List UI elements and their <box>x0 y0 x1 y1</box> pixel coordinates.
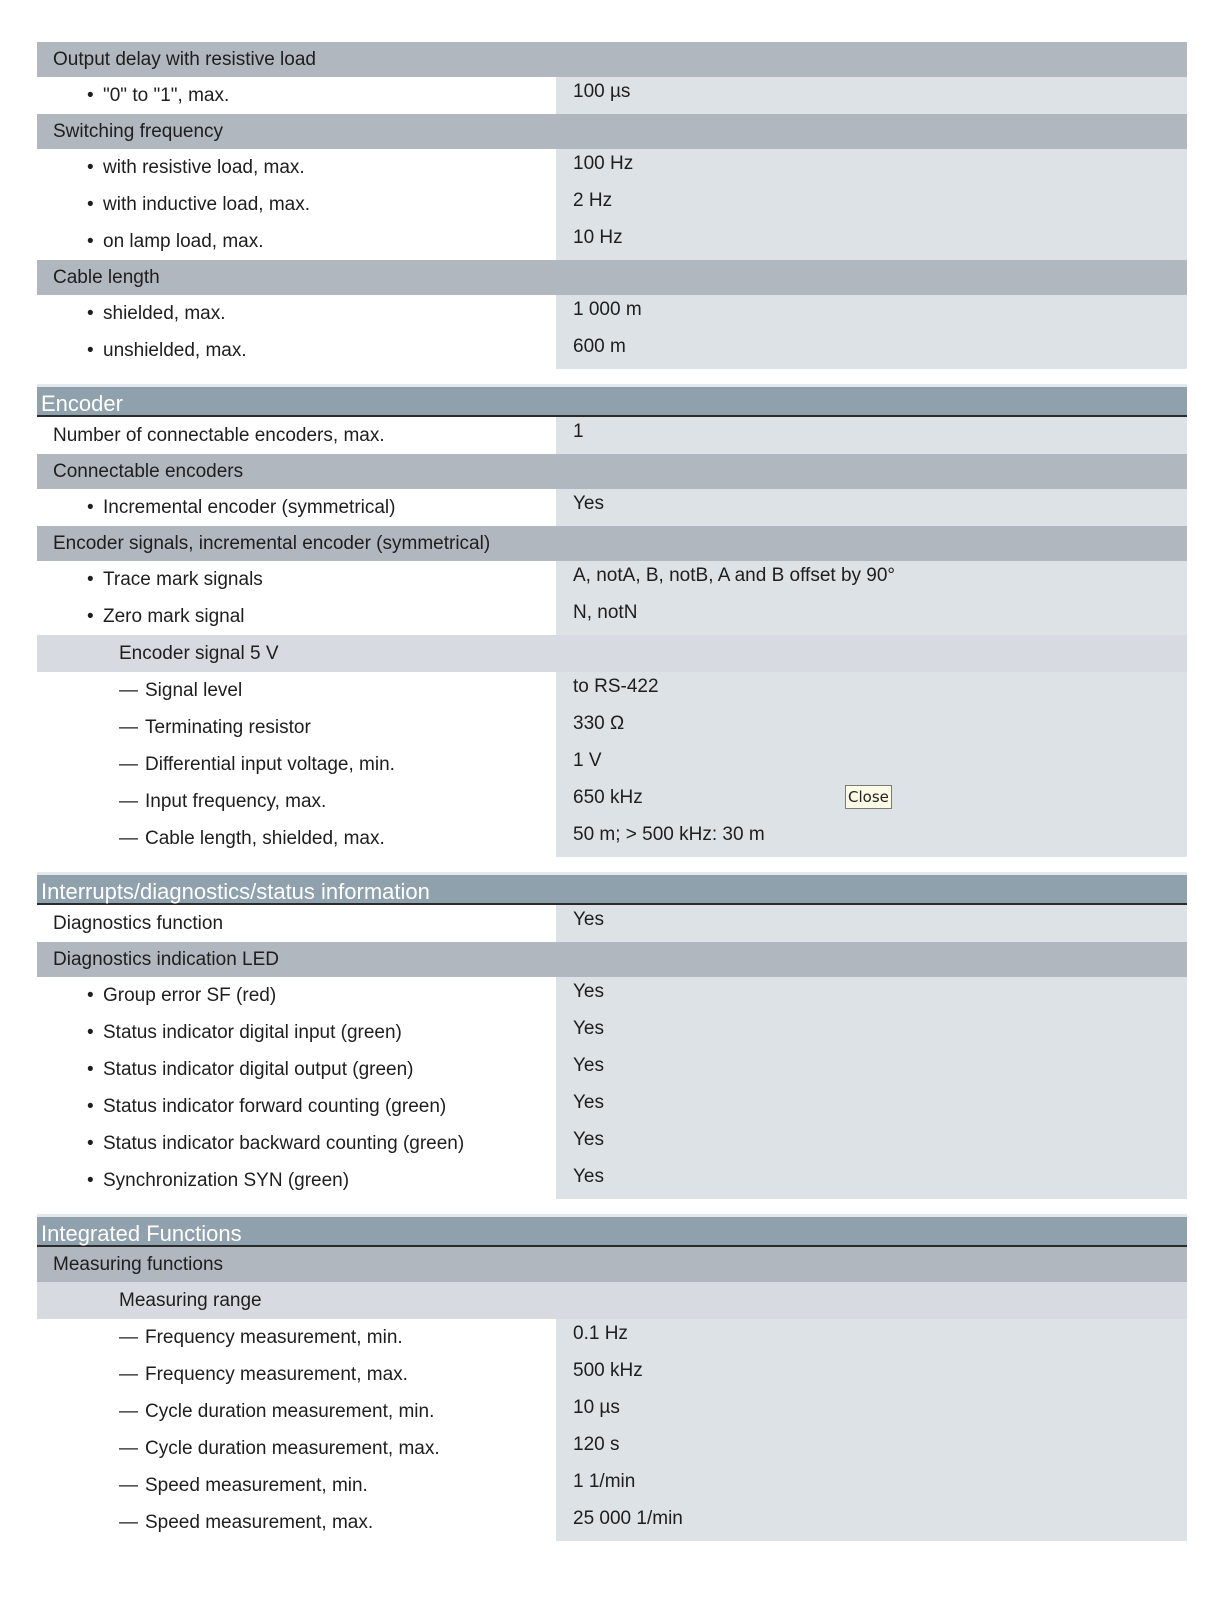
spec-value-cell <box>556 1467 1187 1504</box>
spec-row <box>37 709 1187 746</box>
spec-label-text: on lamp load, max. <box>103 231 264 252</box>
spec-value-cell <box>556 1504 1187 1541</box>
spec-label-text: Differential input voltage, min. <box>145 754 395 775</box>
bullet-icon: • <box>87 569 94 590</box>
spec-value: Yes <box>573 493 604 514</box>
spec-value: 100 Hz <box>573 153 634 174</box>
spec-label-text: unshielded, max. <box>103 340 247 361</box>
spec-label-text: Status indicator backward counting (green) <box>103 1133 465 1154</box>
spec-value: Yes <box>573 1092 604 1113</box>
group-row <box>37 260 1187 295</box>
spec-value-cell <box>556 149 1187 186</box>
group-row <box>37 526 1187 561</box>
spec-row <box>37 1162 1187 1199</box>
spec-row <box>37 417 1187 454</box>
spec-row <box>37 1051 1187 1088</box>
spec-label-text: Signal level <box>145 680 243 701</box>
spec-label-text: Group error SF (red) <box>103 985 277 1006</box>
spec-label-text: Speed measurement, min. <box>145 1475 368 1496</box>
spec-label <box>37 1467 556 1504</box>
dash-icon: — <box>119 1512 138 1533</box>
spec-label-text: Output delay with resistive load <box>53 49 316 70</box>
spec-value-cell <box>556 561 1187 598</box>
spec-value: 120 s <box>573 1434 620 1455</box>
spec-row <box>37 1467 1187 1504</box>
close-tooltip-button[interactable]: Close <box>845 785 892 809</box>
spec-label-text: Diagnostics indication LED <box>53 949 280 970</box>
bullet-icon: • <box>87 157 94 178</box>
spec-value-cell <box>556 1088 1187 1125</box>
dash-icon: — <box>119 1364 138 1385</box>
spec-label <box>37 489 556 526</box>
spec-label-text: Cycle duration measurement, max. <box>145 1438 440 1459</box>
spec-value-cell <box>556 820 1187 857</box>
spec-label <box>37 260 1187 295</box>
spec-value: 10 Hz <box>573 227 623 248</box>
spec-label-text: Cycle duration measurement, min. <box>145 1401 435 1422</box>
group-row <box>37 1247 1187 1282</box>
spec-value: Yes <box>573 1129 604 1150</box>
spec-row <box>37 1014 1187 1051</box>
spec-value-cell <box>556 746 1187 783</box>
spec-label-text: Switching frequency <box>53 121 224 142</box>
spec-row <box>37 561 1187 598</box>
spec-value: to RS-422 <box>573 676 659 697</box>
spec-label-text: Measuring range <box>119 1290 262 1311</box>
spec-label-text: "0" to "1", max. <box>103 85 230 106</box>
spec-row <box>37 1504 1187 1541</box>
spec-value-cell <box>556 1393 1187 1430</box>
spec-label-text: Measuring functions <box>53 1254 224 1275</box>
spec-label <box>37 905 556 942</box>
spec-value: 650 kHz <box>573 787 643 808</box>
spec-label <box>37 635 1187 672</box>
spec-label-text: with inductive load, max. <box>103 194 310 215</box>
spec-row <box>37 1430 1187 1467</box>
group-row <box>37 942 1187 977</box>
spec-label <box>37 746 556 783</box>
spec-label <box>37 1504 556 1541</box>
dash-icon: — <box>119 680 138 701</box>
bullet-icon: • <box>87 231 94 252</box>
spec-row <box>37 186 1187 223</box>
spec-label <box>37 1014 556 1051</box>
spec-label <box>37 820 556 857</box>
spec-value: 1 1/min <box>573 1471 636 1492</box>
subgroup-row <box>37 635 1187 672</box>
spec-row <box>37 489 1187 526</box>
spec-label <box>37 1282 1187 1319</box>
spec-label <box>37 1088 556 1125</box>
spec-value-cell <box>556 489 1187 526</box>
spec-row <box>37 672 1187 709</box>
spec-row <box>37 598 1187 635</box>
spec-label-text: Connectable encoders <box>53 461 244 482</box>
spec-value: Yes <box>573 1055 604 1076</box>
spec-value-cell <box>556 672 1187 709</box>
spec-label <box>37 332 556 369</box>
spec-value: 330 Ω <box>573 713 625 734</box>
spec-label-text: Status indicator forward counting (green) <box>103 1096 447 1117</box>
spec-value: N, notN <box>573 602 638 623</box>
spec-table-integrated-functions <box>37 1214 1187 1541</box>
spec-value-cell <box>556 77 1187 114</box>
spec-value-cell <box>556 332 1187 369</box>
spec-row <box>37 77 1187 114</box>
subgroup-row <box>37 1282 1187 1319</box>
spec-label <box>37 942 1187 977</box>
spec-value-cell <box>556 1356 1187 1393</box>
spec-label <box>37 1125 556 1162</box>
spec-label <box>37 1430 556 1467</box>
spec-value: 500 kHz <box>573 1360 643 1381</box>
spec-row <box>37 1088 1187 1125</box>
bullet-icon: • <box>87 1059 94 1080</box>
spec-value-cell <box>556 223 1187 260</box>
spec-label-text: Trace mark signals <box>103 569 263 590</box>
spec-value: 2 Hz <box>573 190 613 211</box>
spec-label <box>37 709 556 746</box>
spec-value-cell <box>556 417 1187 454</box>
spec-label <box>37 223 556 260</box>
spec-label-text: Frequency measurement, max. <box>145 1364 408 1385</box>
spec-row <box>37 149 1187 186</box>
spec-value-cell <box>556 1430 1187 1467</box>
spec-value: 1 000 m <box>573 299 642 320</box>
spec-label <box>37 526 1187 561</box>
spec-label-text: Incremental encoder (symmetrical) <box>103 497 396 518</box>
spec-label <box>37 149 556 186</box>
dash-icon: — <box>119 754 138 775</box>
spec-value-cell <box>556 905 1187 942</box>
spec-value-cell <box>556 1014 1187 1051</box>
spec-value: Yes <box>573 909 604 930</box>
spec-value: Yes <box>573 981 604 1002</box>
spec-sheet <box>37 42 1187 1556</box>
bullet-icon: • <box>87 985 94 1006</box>
spec-value: A, notA, B, notB, A and B offset by 90° <box>573 565 896 586</box>
spec-label-text: Diagnostics function <box>53 913 224 934</box>
spec-label <box>37 1393 556 1430</box>
spec-value-cell <box>556 1051 1187 1088</box>
spec-label <box>37 1247 1187 1282</box>
spec-label <box>37 598 556 635</box>
spec-value: 600 m <box>573 336 626 357</box>
dash-icon: — <box>119 1438 138 1459</box>
spec-row <box>37 1125 1187 1162</box>
spec-label <box>37 417 556 454</box>
bullet-icon: • <box>87 606 94 627</box>
spec-value: 100 µs <box>573 81 631 102</box>
spec-label-text: Status indicator digital input (green) <box>103 1022 402 1043</box>
spec-value-cell <box>556 1319 1187 1356</box>
section-heading: Interrupts/diagnostics/status information <box>37 872 1187 905</box>
dash-icon: — <box>119 1475 138 1496</box>
spec-row <box>37 746 1187 783</box>
spec-row <box>37 1393 1187 1430</box>
spec-row <box>37 783 1187 820</box>
spec-label <box>37 977 556 1014</box>
spec-value-cell <box>556 783 1187 820</box>
spec-row <box>37 223 1187 260</box>
spec-value: 1 <box>573 421 584 442</box>
spec-table-encoder <box>37 384 1187 857</box>
spec-label-text: Terminating resistor <box>145 717 311 738</box>
spec-table-continued <box>37 42 1187 369</box>
spec-value: 25 000 1/min <box>573 1508 683 1529</box>
spec-label-text: shielded, max. <box>103 303 226 324</box>
spec-label-text: Encoder signals, incremental encoder (symmetrical) <box>53 533 491 554</box>
spec-label-text: with resistive load, max. <box>103 157 305 178</box>
spec-value-cell <box>556 295 1187 332</box>
spec-label-text: Cable length <box>53 267 160 288</box>
bullet-icon: • <box>87 194 94 215</box>
group-row <box>37 114 1187 149</box>
bullet-icon: • <box>87 85 94 106</box>
spec-value-cell <box>556 977 1187 1014</box>
spec-value: Yes <box>573 1166 604 1187</box>
spec-label <box>37 295 556 332</box>
section-heading: Encoder <box>37 384 1187 417</box>
bullet-icon: • <box>87 340 94 361</box>
spec-label-text: Number of connectable encoders, max. <box>53 425 385 446</box>
spec-label-text: Zero mark signal <box>103 606 245 627</box>
spec-value-cell <box>556 709 1187 746</box>
bullet-icon: • <box>87 1133 94 1154</box>
spec-label-text: Status indicator digital output (green) <box>103 1059 414 1080</box>
spec-row <box>37 820 1187 857</box>
spec-row <box>37 332 1187 369</box>
section-heading: Integrated Functions <box>37 1214 1187 1247</box>
spec-label-text: Frequency measurement, min. <box>145 1327 403 1348</box>
spec-label <box>37 1162 556 1199</box>
dash-icon: — <box>119 1401 138 1422</box>
bullet-icon: • <box>87 497 94 518</box>
dash-icon: — <box>119 828 138 849</box>
spec-label-text: Cable length, shielded, max. <box>145 828 385 849</box>
spec-label-text: Synchronization SYN (green) <box>103 1170 350 1191</box>
spec-value-cell <box>556 1162 1187 1199</box>
group-row <box>37 42 1187 77</box>
spec-label <box>37 186 556 223</box>
spec-label <box>37 77 556 114</box>
spec-label <box>37 1051 556 1088</box>
spec-value: 10 µs <box>573 1397 620 1418</box>
group-row <box>37 454 1187 489</box>
spec-label <box>37 561 556 598</box>
spec-row <box>37 295 1187 332</box>
spec-value: 0.1 Hz <box>573 1323 628 1344</box>
spec-row <box>37 977 1187 1014</box>
spec-row <box>37 1356 1187 1393</box>
spec-label <box>37 783 556 820</box>
spec-label <box>37 114 1187 149</box>
spec-label-text: Input frequency, max. <box>145 791 327 812</box>
spec-label-text: Speed measurement, max. <box>145 1512 374 1533</box>
spec-value: 50 m; > 500 kHz: 30 m <box>573 824 765 845</box>
dash-icon: — <box>119 717 138 738</box>
bullet-icon: • <box>87 1170 94 1191</box>
spec-row <box>37 1319 1187 1356</box>
spec-label-text: Encoder signal 5 V <box>119 643 279 664</box>
spec-row <box>37 905 1187 942</box>
bullet-icon: • <box>87 1096 94 1117</box>
spec-value-cell <box>556 186 1187 223</box>
spec-label <box>37 672 556 709</box>
spec-label <box>37 1356 556 1393</box>
spec-table-interrupts-diagnostics-status-information <box>37 872 1187 1199</box>
spec-label <box>37 42 1187 77</box>
dash-icon: — <box>119 1327 138 1348</box>
bullet-icon: • <box>87 1022 94 1043</box>
spec-label <box>37 454 1187 489</box>
spec-label <box>37 1319 556 1356</box>
bullet-icon: • <box>87 303 94 324</box>
spec-value: 1 V <box>573 750 602 771</box>
spec-value-cell <box>556 1125 1187 1162</box>
spec-value-cell <box>556 598 1187 635</box>
dash-icon: — <box>119 791 138 812</box>
spec-value: Yes <box>573 1018 604 1039</box>
